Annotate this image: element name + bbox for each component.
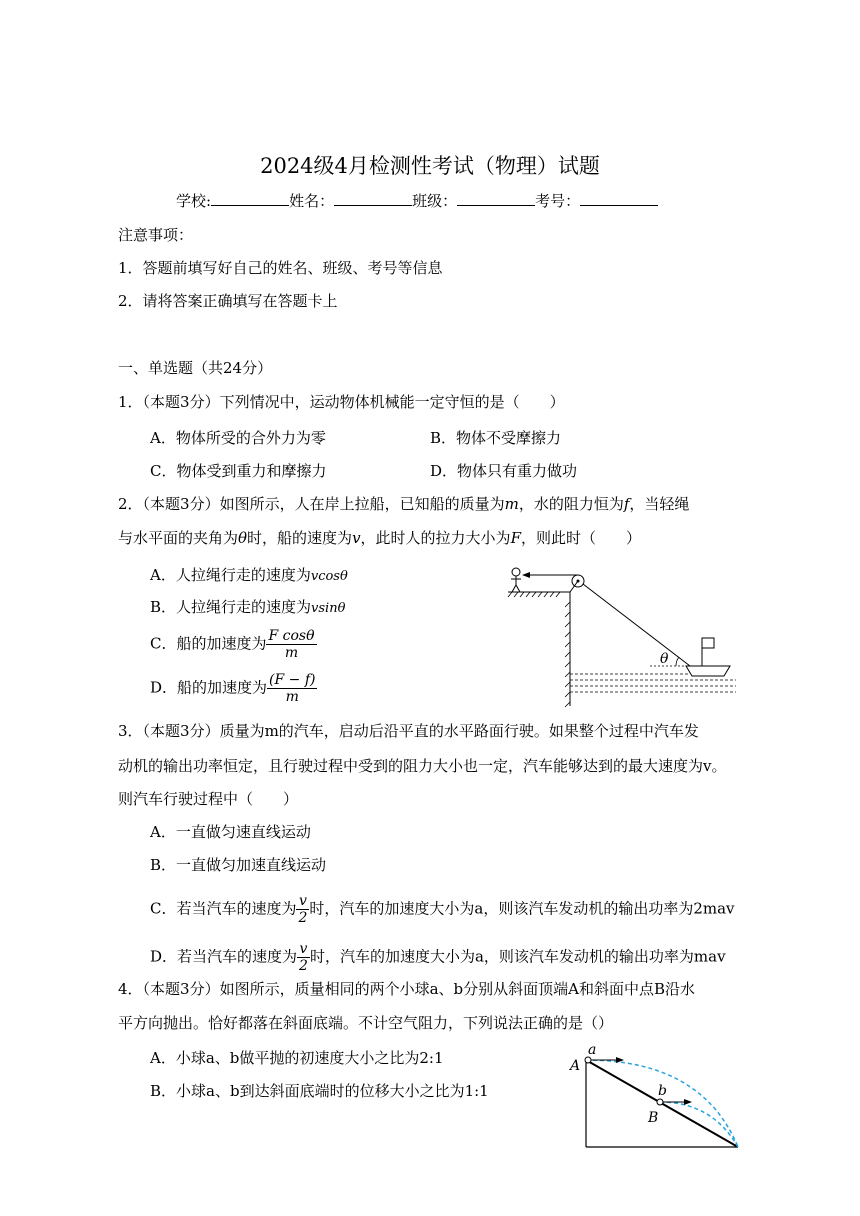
ball-a-label: a	[588, 1042, 597, 1058]
point-a-label: A	[570, 1058, 581, 1074]
arrow-left-icon	[522, 572, 530, 578]
q2-c-fraction	[266, 628, 316, 661]
option-text: 时，汽车的加速度大小为a，则该汽车发动机的输出功率为mav	[309, 947, 726, 966]
person-icon	[511, 568, 521, 592]
fraction-denominator: 2	[299, 958, 308, 974]
q2-stem-line2	[118, 528, 641, 548]
note-item: 1．答题前填写好自己的姓名、班级、考号等信息	[118, 259, 443, 277]
q1-stem: 1．（本题3分）下列情况中，运动物体机械能一定守恒的是（ ）	[118, 393, 565, 411]
q3-c-fraction	[296, 893, 309, 926]
water-lines	[570, 674, 736, 692]
q2-stem-text: ，水的阻力恒为	[518, 495, 624, 513]
name-blank	[334, 191, 412, 206]
q2-var-f: f	[623, 495, 630, 513]
fraction-denominator: 2	[298, 910, 308, 926]
ball-b-label: b	[658, 1083, 667, 1099]
q2-stem-text: ，此时人的拉力大小为	[360, 529, 511, 547]
q3-option-d	[150, 941, 726, 974]
angle-label: θ	[660, 651, 669, 667]
option-text: C．船的加速度为	[150, 634, 267, 653]
fraction-denominator: m	[284, 645, 299, 661]
flag-icon	[702, 638, 714, 648]
point-b-label: B	[648, 1110, 659, 1126]
option-text: D．若当汽车的速度为	[150, 947, 298, 966]
q2-stem-text: ，则此时（ ）	[520, 529, 641, 547]
q4-stem-line1: 4．（本题3分）如图所示，质量相同的两个小球a、b分别从斜面顶端A和斜面中点B沿水	[118, 980, 695, 998]
q3-option-a: A．一直做匀速直线运动	[150, 823, 311, 841]
boat-icon	[686, 666, 730, 676]
exam-number-blank	[580, 191, 658, 206]
notes-heading: 注意事项：	[118, 226, 194, 244]
q2-stem-line1	[118, 494, 689, 514]
option-math: vcosθ	[310, 569, 348, 584]
option-math: vsinθ	[311, 601, 346, 616]
q2-stem-text: ，当轻绳	[629, 495, 690, 513]
class-label: 班级：	[412, 192, 458, 210]
q2-option-c	[150, 628, 317, 661]
option-text: 时，汽车的加速度大小为a，则该汽车发动机的输出功率为2mav	[309, 899, 735, 918]
option-text: C．若当汽车的速度为	[150, 899, 297, 918]
q2-option-b	[150, 597, 345, 619]
q2-stem-text: 与水平面的夹角为	[118, 529, 239, 547]
school-blank	[211, 191, 289, 206]
school-label: 学校:	[176, 192, 212, 210]
q2-stem-text: 2．（本题3分）如图所示，人在岸上拉船，已知船的质量为	[118, 495, 505, 513]
fraction-numerator: v	[297, 941, 310, 958]
q2-var-theta: θ	[238, 529, 248, 547]
boat-pulling-figure	[500, 562, 740, 708]
q3-stem-line2: 动机的输出功率恒定，且行驶过程中受到的阻力大小也一定，汽车能够达到的最大速度为v。	[118, 757, 727, 775]
q1-option-d: D．物体只有重力做功	[430, 462, 578, 480]
q2-option-a	[150, 565, 348, 587]
name-label: 姓名：	[289, 192, 335, 210]
shore-hatching	[508, 592, 560, 597]
option-text: A．人拉绳行走的速度为	[150, 566, 311, 584]
q2-var-m: m	[504, 495, 519, 513]
q2-d-fraction	[267, 672, 317, 705]
q1-option-b: B．物体不受摩擦力	[430, 429, 562, 447]
q3-stem-line1: 3．（本题3分）质量为m的汽车，启动后沿平直的水平路面行驶。如果整个过程中汽车发	[118, 722, 699, 740]
option-text: D．船的加速度为	[150, 678, 268, 697]
exam-number-label: 考号：	[535, 192, 581, 210]
incline-projectile-figure	[562, 1040, 752, 1152]
q3-d-fraction	[297, 941, 310, 974]
q1-option-a: A．物体所受的合外力为零	[150, 429, 326, 447]
q2-stem-text: 时，船的速度为	[247, 529, 353, 547]
rope-slanted	[583, 584, 690, 666]
fraction-numerator: (F − f)	[269, 672, 316, 688]
q2-option-d	[150, 672, 317, 705]
q2-var-F: F	[510, 529, 521, 547]
cliff-hatching	[565, 602, 570, 707]
q2-var-v: v	[352, 529, 361, 547]
q4-option-b: B．小球a、b到达斜面底端时的位移大小之比为1:1	[150, 1082, 489, 1100]
q3-option-c	[150, 893, 735, 926]
q3-stem-line3: 则汽车行驶过程中（ ）	[118, 790, 299, 808]
q3-option-b: B．一直做匀加速直线运动	[150, 856, 327, 874]
ball-b	[657, 1099, 663, 1105]
class-blank	[457, 191, 535, 206]
velocity-b-arrow-icon	[684, 1099, 692, 1105]
option-text: B．人拉绳行走的速度为	[150, 598, 312, 616]
fraction-denominator: m	[285, 689, 299, 705]
q4-stem-line2: 平方向抛出。恰好都落在斜面底端。不计空气阻力，下列说法正确的是（）	[118, 1014, 614, 1032]
note-item: 2．请将答案正确填写在答题卡上	[118, 292, 338, 310]
q4-option-a: A．小球a、b做平抛的初速度大小之比为2:1	[150, 1049, 444, 1067]
q1-option-c: C．物体受到重力和摩擦力	[150, 462, 327, 480]
section-heading: 一、单选题（共24分）	[118, 359, 273, 377]
exam-title: 2024级4月检测性考试（物理）试题	[260, 154, 600, 178]
fraction-numerator: F cosθ	[268, 628, 315, 644]
info-line	[176, 191, 658, 211]
fraction-numerator: v	[296, 893, 309, 910]
